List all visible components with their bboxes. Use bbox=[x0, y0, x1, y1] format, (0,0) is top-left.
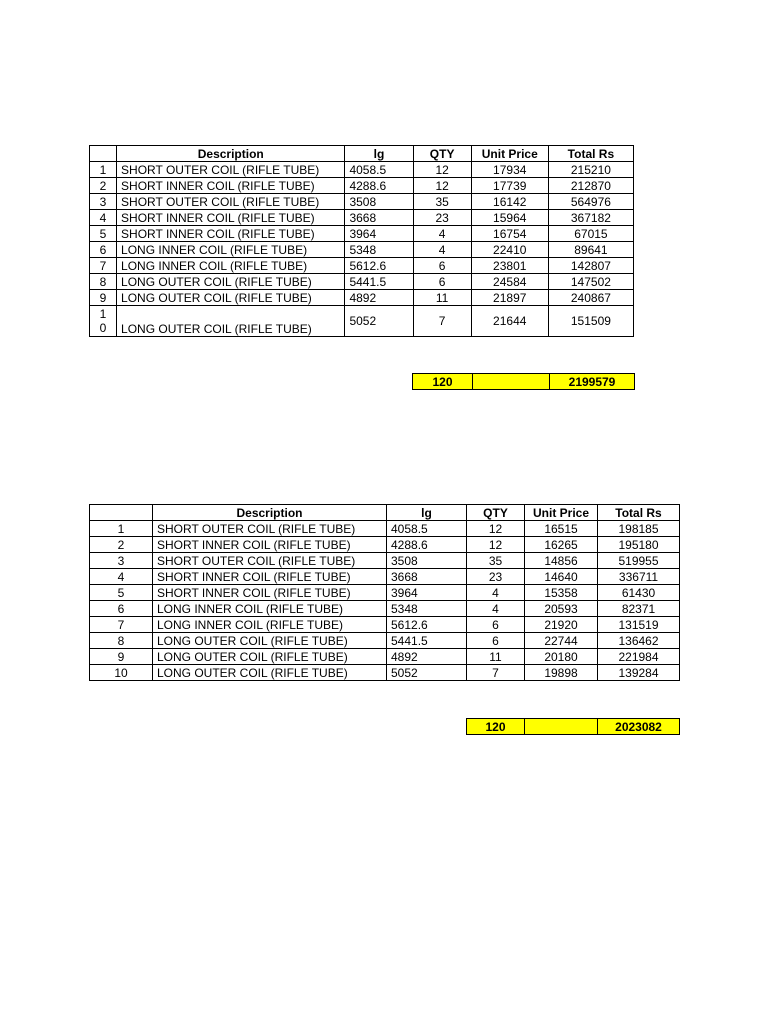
price-table-1 bbox=[89, 145, 634, 337]
row-index: 1 0 bbox=[90, 306, 117, 337]
unit-price-cell: 23801 bbox=[471, 258, 548, 274]
description-cell: SHORT OUTER COIL (RIFLE TUBE) bbox=[153, 521, 387, 537]
lg-cell: 4288.6 bbox=[387, 537, 467, 553]
qty-cell: 6 bbox=[413, 258, 471, 274]
table-row bbox=[90, 585, 680, 601]
total-cell: 67015 bbox=[548, 226, 633, 242]
lg-cell: 5052 bbox=[387, 665, 467, 681]
unit-price-cell: 20180 bbox=[525, 649, 598, 665]
total-cell: 82371 bbox=[598, 601, 680, 617]
description-cell: SHORT OUTER COIL (RIFLE TUBE) bbox=[117, 194, 345, 210]
row-index: 1 bbox=[90, 521, 153, 537]
row-index: 3 bbox=[90, 194, 117, 210]
qty-cell: 12 bbox=[467, 521, 525, 537]
unit-price-cell: 16515 bbox=[525, 521, 598, 537]
unit-price-cell: 17934 bbox=[471, 162, 548, 178]
qty-cell: 6 bbox=[467, 617, 525, 633]
row-index: 7 bbox=[90, 258, 117, 274]
qty-cell: 23 bbox=[413, 210, 471, 226]
table-row bbox=[90, 633, 680, 649]
lg-cell: 3964 bbox=[345, 226, 413, 242]
unit-price-cell: 14856 bbox=[525, 553, 598, 569]
row-index: 5 bbox=[90, 585, 153, 601]
description-cell: LONG INNER COIL (RIFLE TUBE) bbox=[117, 242, 345, 258]
header-description: Description bbox=[117, 146, 345, 162]
lg-cell: 4058.5 bbox=[345, 162, 413, 178]
total-cell: 147502 bbox=[548, 274, 633, 290]
row-index: 4 bbox=[90, 210, 117, 226]
table-row bbox=[90, 162, 634, 178]
header-total: Total Rs bbox=[548, 146, 633, 162]
header-total: Total Rs bbox=[598, 505, 680, 521]
table-row bbox=[90, 178, 634, 194]
total-cell: 142807 bbox=[548, 258, 633, 274]
lg-cell: 5612.6 bbox=[345, 258, 413, 274]
description-cell: LONG OUTER COIL (RIFLE TUBE) bbox=[153, 649, 387, 665]
table-header-row bbox=[90, 146, 634, 162]
table-row bbox=[90, 274, 634, 290]
table-header-row bbox=[90, 505, 680, 521]
description-cell: LONG OUTER COIL (RIFLE TUBE) bbox=[117, 274, 345, 290]
unit-price-cell: 15358 bbox=[525, 585, 598, 601]
totals-row bbox=[413, 374, 635, 390]
row-index: 9 bbox=[90, 290, 117, 306]
unit-price-cell: 16142 bbox=[471, 194, 548, 210]
lg-cell: 5348 bbox=[387, 601, 467, 617]
row-index: 6 bbox=[90, 242, 117, 258]
unit-price-cell: 21644 bbox=[471, 306, 548, 337]
qty-cell: 4 bbox=[467, 601, 525, 617]
header-unit-price: Unit Price bbox=[471, 146, 548, 162]
total-cell: 131519 bbox=[598, 617, 680, 633]
row-index: 4 bbox=[90, 569, 153, 585]
row-index: 2 bbox=[90, 537, 153, 553]
row-index: 3 bbox=[90, 553, 153, 569]
table-row bbox=[90, 226, 634, 242]
unit-price-cell: 22744 bbox=[525, 633, 598, 649]
qty-cell: 35 bbox=[413, 194, 471, 210]
table-row bbox=[90, 553, 680, 569]
total-cell: 89641 bbox=[548, 242, 633, 258]
header-index bbox=[90, 146, 117, 162]
header-lg: lg bbox=[387, 505, 467, 521]
lg-cell: 4892 bbox=[387, 649, 467, 665]
total-cell: 139284 bbox=[598, 665, 680, 681]
row-index: 10 bbox=[90, 665, 153, 681]
description-cell: SHORT INNER COIL (RIFLE TUBE) bbox=[117, 178, 345, 194]
header-description: Description bbox=[153, 505, 387, 521]
total-cell: 212870 bbox=[548, 178, 633, 194]
table-body bbox=[90, 162, 634, 337]
lg-cell: 4892 bbox=[345, 290, 413, 306]
grand-total: 2023082 bbox=[598, 719, 680, 735]
row-index: 1 bbox=[90, 162, 117, 178]
table-row bbox=[90, 290, 634, 306]
description-cell: SHORT INNER COIL (RIFLE TUBE) bbox=[153, 585, 387, 601]
description-cell: LONG INNER COIL (RIFLE TUBE) bbox=[153, 617, 387, 633]
row-index: 8 bbox=[90, 633, 153, 649]
qty-cell: 11 bbox=[467, 649, 525, 665]
unit-price-cell: 21920 bbox=[525, 617, 598, 633]
total-unit-empty bbox=[525, 719, 598, 735]
description-cell: LONG OUTER COIL (RIFLE TUBE) bbox=[153, 665, 387, 681]
total-cell: 151509 bbox=[548, 306, 633, 337]
unit-price-cell: 19898 bbox=[525, 665, 598, 681]
description-cell: LONG OUTER COIL (RIFLE TUBE) bbox=[117, 306, 345, 337]
table-row bbox=[90, 306, 634, 337]
row-index: 8 bbox=[90, 274, 117, 290]
unit-price-cell: 14640 bbox=[525, 569, 598, 585]
table-row bbox=[90, 242, 634, 258]
description-cell: LONG INNER COIL (RIFLE TUBE) bbox=[117, 258, 345, 274]
qty-cell: 12 bbox=[467, 537, 525, 553]
unit-price-cell: 22410 bbox=[471, 242, 548, 258]
unit-price-cell: 16754 bbox=[471, 226, 548, 242]
header-index bbox=[90, 505, 153, 521]
price-table-2 bbox=[89, 504, 680, 681]
unit-price-cell: 24584 bbox=[471, 274, 548, 290]
header-qty: QTY bbox=[413, 146, 471, 162]
unit-price-cell: 17739 bbox=[471, 178, 548, 194]
table-row bbox=[90, 665, 680, 681]
total-cell: 221984 bbox=[598, 649, 680, 665]
lg-cell: 4058.5 bbox=[387, 521, 467, 537]
table-row bbox=[90, 569, 680, 585]
row-index: 5 bbox=[90, 226, 117, 242]
total-cell: 336711 bbox=[598, 569, 680, 585]
description-cell: SHORT INNER COIL (RIFLE TUBE) bbox=[153, 537, 387, 553]
row-index: 2 bbox=[90, 178, 117, 194]
total-cell: 195180 bbox=[598, 537, 680, 553]
unit-price-cell: 20593 bbox=[525, 601, 598, 617]
total-cell: 215210 bbox=[548, 162, 633, 178]
grand-total: 2199579 bbox=[550, 374, 635, 390]
row-index: 6 bbox=[90, 601, 153, 617]
lg-cell: 4288.6 bbox=[345, 178, 413, 194]
description-cell: SHORT OUTER COIL (RIFLE TUBE) bbox=[117, 162, 345, 178]
table-row bbox=[90, 649, 680, 665]
header-qty: QTY bbox=[467, 505, 525, 521]
total-qty: 120 bbox=[467, 719, 525, 735]
lg-cell: 5348 bbox=[345, 242, 413, 258]
lg-cell: 3508 bbox=[345, 194, 413, 210]
table-row bbox=[90, 617, 680, 633]
qty-cell: 4 bbox=[413, 242, 471, 258]
lg-cell: 5052 bbox=[345, 306, 413, 337]
lg-cell: 3964 bbox=[387, 585, 467, 601]
description-cell: LONG OUTER COIL (RIFLE TUBE) bbox=[117, 290, 345, 306]
total-cell: 367182 bbox=[548, 210, 633, 226]
header-unit-price: Unit Price bbox=[525, 505, 598, 521]
unit-price-cell: 21897 bbox=[471, 290, 548, 306]
table-row bbox=[90, 258, 634, 274]
qty-cell: 23 bbox=[467, 569, 525, 585]
description-cell: SHORT INNER COIL (RIFLE TUBE) bbox=[117, 210, 345, 226]
qty-cell: 6 bbox=[467, 633, 525, 649]
lg-cell: 5441.5 bbox=[345, 274, 413, 290]
table-row bbox=[90, 194, 634, 210]
lg-cell: 5441.5 bbox=[387, 633, 467, 649]
total-cell: 61430 bbox=[598, 585, 680, 601]
table-row bbox=[90, 521, 680, 537]
qty-cell: 7 bbox=[467, 665, 525, 681]
row-index: 9 bbox=[90, 649, 153, 665]
total-cell: 564976 bbox=[548, 194, 633, 210]
lg-cell: 3668 bbox=[387, 569, 467, 585]
header-lg: lg bbox=[345, 146, 413, 162]
table-row bbox=[90, 601, 680, 617]
lg-cell: 3508 bbox=[387, 553, 467, 569]
qty-cell: 11 bbox=[413, 290, 471, 306]
total-cell: 519955 bbox=[598, 553, 680, 569]
qty-cell: 4 bbox=[413, 226, 471, 242]
unit-price-cell: 16265 bbox=[525, 537, 598, 553]
qty-cell: 35 bbox=[467, 553, 525, 569]
qty-cell: 12 bbox=[413, 178, 471, 194]
totals-row bbox=[467, 719, 680, 735]
total-cell: 136462 bbox=[598, 633, 680, 649]
total-cell: 198185 bbox=[598, 521, 680, 537]
unit-price-cell: 15964 bbox=[471, 210, 548, 226]
table-row bbox=[90, 537, 680, 553]
total-unit-empty bbox=[473, 374, 550, 390]
qty-cell: 6 bbox=[413, 274, 471, 290]
table-row bbox=[90, 210, 634, 226]
lg-cell: 3668 bbox=[345, 210, 413, 226]
total-cell: 240867 bbox=[548, 290, 633, 306]
totals-row-1 bbox=[412, 373, 635, 390]
totals-row-2 bbox=[466, 718, 680, 735]
description-cell: LONG INNER COIL (RIFLE TUBE) bbox=[153, 601, 387, 617]
description-cell: SHORT INNER COIL (RIFLE TUBE) bbox=[153, 569, 387, 585]
table-body bbox=[90, 521, 680, 681]
row-index: 7 bbox=[90, 617, 153, 633]
qty-cell: 7 bbox=[413, 306, 471, 337]
description-cell: SHORT OUTER COIL (RIFLE TUBE) bbox=[153, 553, 387, 569]
description-cell: SHORT INNER COIL (RIFLE TUBE) bbox=[117, 226, 345, 242]
qty-cell: 4 bbox=[467, 585, 525, 601]
lg-cell: 5612.6 bbox=[387, 617, 467, 633]
description-cell: LONG OUTER COIL (RIFLE TUBE) bbox=[153, 633, 387, 649]
total-qty: 120 bbox=[413, 374, 473, 390]
qty-cell: 12 bbox=[413, 162, 471, 178]
